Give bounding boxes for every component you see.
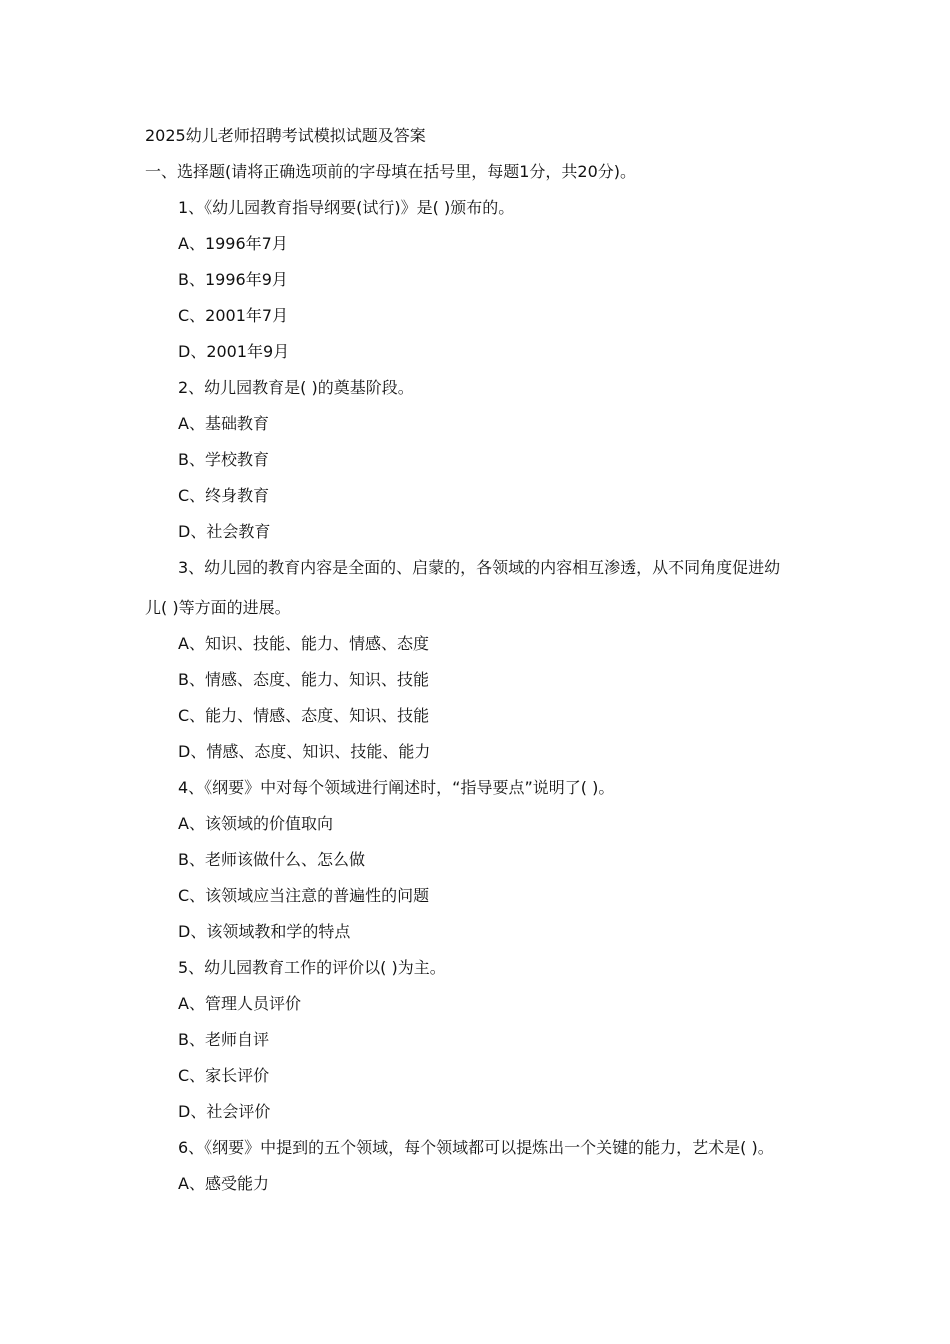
question-stem: 4、《纲要》中对每个领域进行阐述时，“指导要点”说明了( )。 — [178, 778, 615, 797]
question-stem: 3、幼儿园的教育内容是全面的、启蒙的，各领域的内容相互渗透，从不同角度促进幼 — [178, 558, 781, 577]
answer-option: C、终身教育 — [178, 486, 270, 505]
answer-option: A、感受能力 — [178, 1174, 269, 1193]
answer-option: C、家长评价 — [178, 1066, 270, 1085]
answer-option: D、社会教育 — [178, 522, 271, 541]
answer-option: C、2001年7月 — [178, 306, 289, 325]
question-stem: 1、《幼儿园教育指导纲要(试行)》是( )颁布的。 — [178, 198, 515, 217]
answer-option: A、该领域的价值取向 — [178, 814, 333, 833]
document-title: 2025幼儿老师招聘考试模拟试题及答案 — [145, 126, 426, 145]
answer-option: B、情感、态度、能力、知识、技能 — [178, 670, 429, 689]
answer-option: D、2001年9月 — [178, 342, 290, 361]
answer-option: B、学校教育 — [178, 450, 269, 469]
answer-option: B、老师该做什么、怎么做 — [178, 850, 365, 869]
answer-option: A、管理人员评价 — [178, 994, 301, 1013]
section-heading: 一、选择题(请将正确选项前的字母填在括号里，每题1分，共20分)。 — [145, 162, 637, 181]
answer-option: D、情感、态度、知识、技能、能力 — [178, 742, 431, 761]
question-stem-continued: 儿( )等方面的进展。 — [145, 598, 291, 617]
answer-option: C、该领域应当注意的普遍性的问题 — [178, 886, 430, 905]
question-stem: 2、幼儿园教育是( )的奠基阶段。 — [178, 378, 414, 397]
answer-option: C、能力、情感、态度、知识、技能 — [178, 706, 430, 725]
question-stem: 6、《纲要》中提到的五个领域，每个领域都可以提炼出一个关键的能力，艺术是( )。 — [178, 1138, 774, 1157]
question-stem: 5、幼儿园教育工作的评价以( )为主。 — [178, 958, 446, 977]
answer-option: A、1996年7月 — [178, 234, 288, 253]
answer-option: A、知识、技能、能力、情感、态度 — [178, 634, 429, 653]
answer-option: D、社会评价 — [178, 1102, 271, 1121]
answer-option: D、该领域教和学的特点 — [178, 922, 351, 941]
answer-option: B、1996年9月 — [178, 270, 288, 289]
answer-option: A、基础教育 — [178, 414, 269, 433]
answer-option: B、老师自评 — [178, 1030, 269, 1049]
